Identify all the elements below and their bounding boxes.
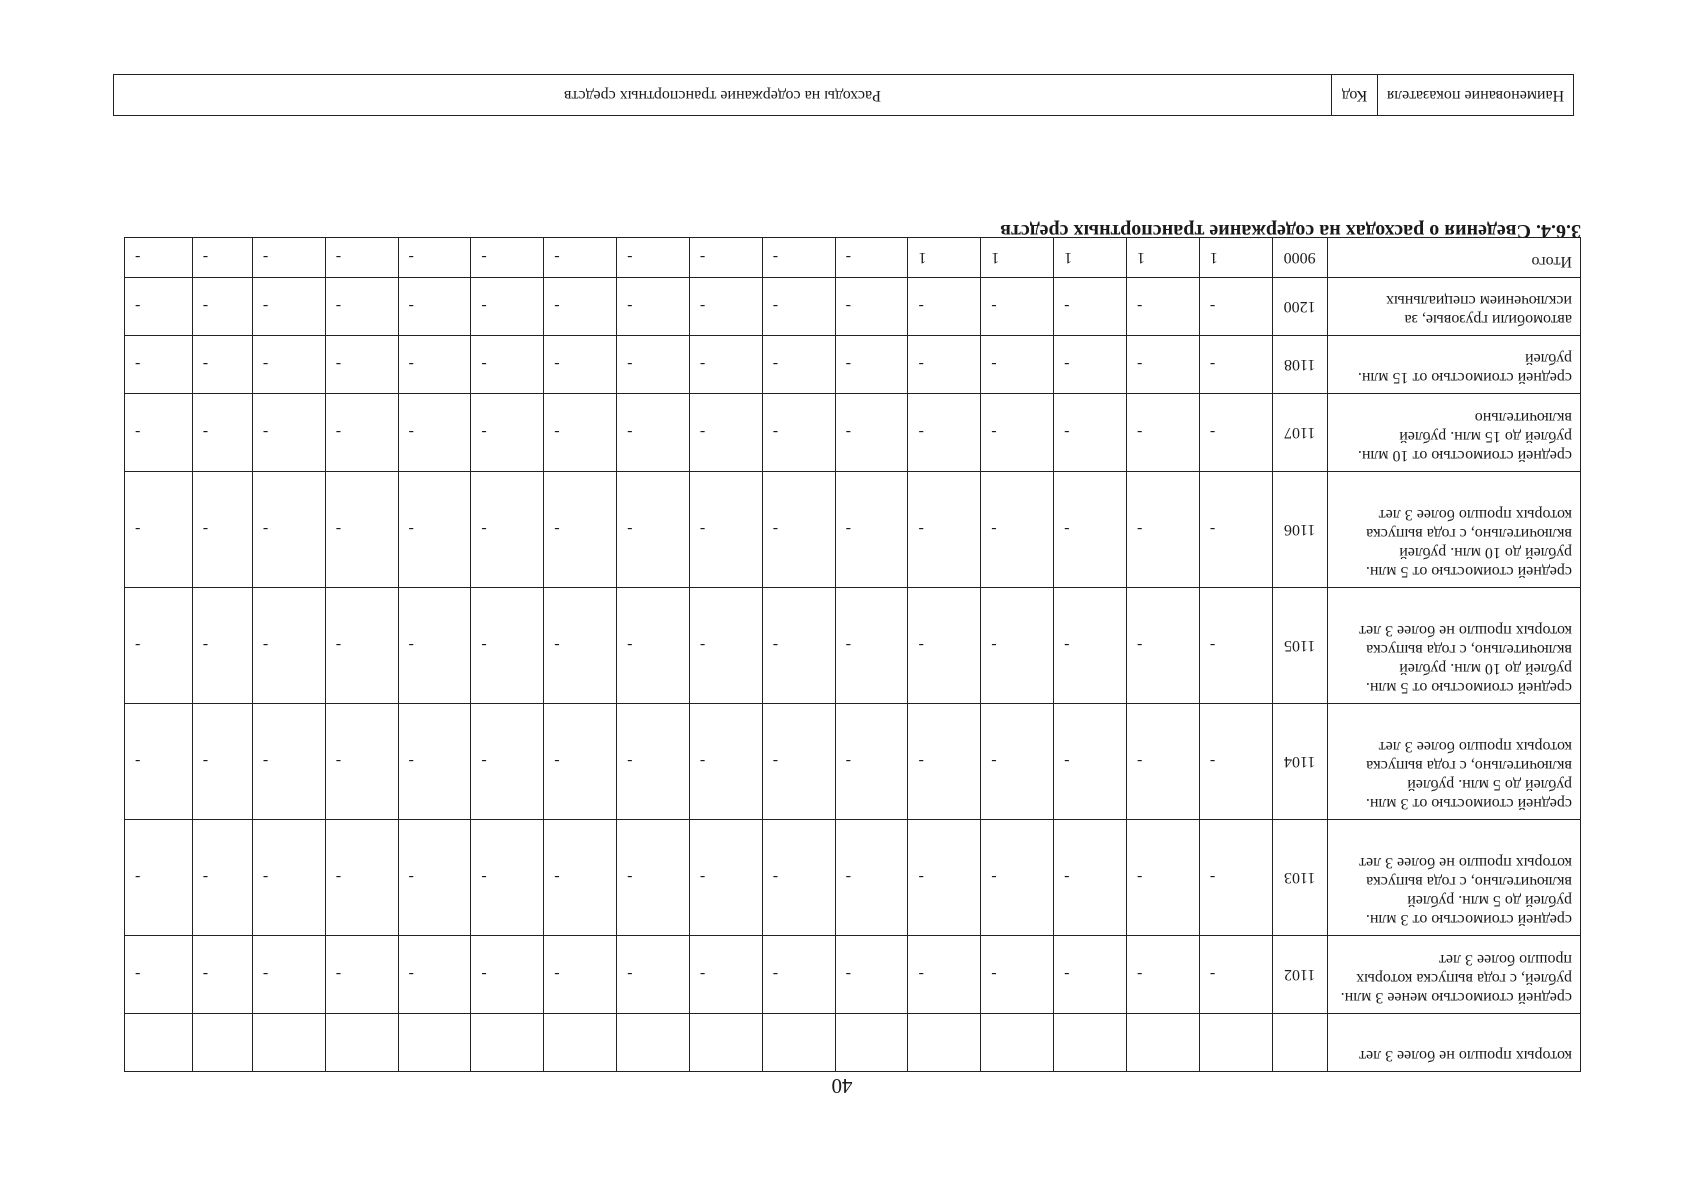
value-cell: -	[617, 472, 690, 588]
value-cell: -	[981, 936, 1054, 1014]
value-cell: -	[192, 588, 252, 704]
value-cell: -	[981, 704, 1054, 820]
value-cell	[617, 1014, 690, 1072]
value-cell: -	[125, 472, 193, 588]
row-code	[1272, 1014, 1327, 1072]
value-cell: -	[1127, 394, 1200, 472]
value-cell: -	[471, 238, 544, 278]
value-cell: -	[544, 936, 617, 1014]
value-cell: -	[471, 588, 544, 704]
value-cell: -	[1127, 936, 1200, 1014]
row-code: 1107	[1272, 394, 1327, 472]
row-marker: -	[1199, 820, 1272, 936]
value-cell: -	[192, 820, 252, 936]
page-number: 40	[831, 1074, 853, 1098]
value-cell: -	[689, 588, 762, 704]
value-cell: -	[471, 472, 544, 588]
value-cell: -	[325, 394, 398, 472]
value-cell: -	[689, 820, 762, 936]
row-marker: -	[1199, 588, 1272, 704]
value-cell: -	[125, 336, 193, 394]
value-cell: -	[617, 936, 690, 1014]
value-cell: -	[689, 704, 762, 820]
row-marker: 1	[1199, 238, 1272, 278]
value-cell	[125, 1014, 193, 1072]
row-marker: -	[1199, 278, 1272, 336]
value-cell: -	[762, 704, 835, 820]
table-row	[125, 336, 1581, 394]
value-cell: -	[471, 394, 544, 472]
row-name: средней стоимостью от 10 млн. рублей до 15 млн. рублей включительно	[1327, 394, 1580, 472]
value-cell: -	[325, 936, 398, 1014]
row-marker: -	[1199, 704, 1272, 820]
value-cell: -	[762, 238, 835, 278]
value-cell	[1127, 1014, 1200, 1072]
value-cell: -	[398, 278, 471, 336]
value-cell: -	[1127, 472, 1200, 588]
value-cell: -	[1127, 336, 1200, 394]
code-header: Код	[1332, 75, 1378, 116]
value-cell: -	[192, 238, 252, 278]
header-row	[114, 75, 1574, 116]
table-body	[125, 238, 1581, 1072]
value-cell: -	[617, 336, 690, 394]
value-cell: -	[471, 820, 544, 936]
value-cell: -	[192, 336, 252, 394]
value-cell: -	[544, 588, 617, 704]
row-code: 1103	[1272, 820, 1327, 936]
value-cell: -	[544, 394, 617, 472]
row-name: средней стоимостью от 5 млн. рублей до 10 млн. рублей включительно, с года выпуска которых прошло более 3 лет	[1327, 472, 1580, 588]
value-cell: -	[689, 238, 762, 278]
table-row	[125, 238, 1581, 278]
value-cell: -	[544, 336, 617, 394]
value-cell: -	[1127, 820, 1200, 936]
row-name: которых прошло не более 3 лет	[1327, 1014, 1580, 1072]
value-cell: -	[192, 936, 252, 1014]
value-cell	[689, 1014, 762, 1072]
value-cell: -	[544, 820, 617, 936]
value-cell: -	[252, 394, 325, 472]
row-code: 1102	[1272, 936, 1327, 1014]
value-cell: -	[471, 936, 544, 1014]
value-cell: -	[908, 704, 981, 820]
value-cell: -	[835, 238, 908, 278]
value-cell: -	[762, 472, 835, 588]
value-cell: -	[981, 278, 1054, 336]
table-row	[125, 820, 1581, 936]
value-cell: -	[1127, 278, 1200, 336]
value-cell: -	[398, 820, 471, 936]
row-name: средней стоимостью от 15 млн. рублей	[1327, 336, 1580, 394]
value-cell: -	[325, 820, 398, 936]
value-cell: -	[689, 336, 762, 394]
value-cell: -	[544, 238, 617, 278]
value-cell: -	[1054, 278, 1127, 336]
value-cell: -	[1054, 394, 1127, 472]
value-cell: -	[544, 278, 617, 336]
value-cell: -	[125, 704, 193, 820]
value-cell: -	[1054, 704, 1127, 820]
value-cell: -	[981, 588, 1054, 704]
value-cell: -	[1127, 704, 1200, 820]
value-cell: -	[908, 588, 981, 704]
value-cell	[981, 1014, 1054, 1072]
value-cell: -	[835, 336, 908, 394]
table-row	[125, 1014, 1581, 1072]
table-row	[125, 394, 1581, 472]
value-cell: -	[192, 278, 252, 336]
value-cell: -	[252, 336, 325, 394]
value-cell: -	[192, 704, 252, 820]
value-cell: -	[325, 704, 398, 820]
table-row	[125, 588, 1581, 704]
value-cell: -	[125, 278, 193, 336]
row-marker	[1199, 1014, 1272, 1072]
value-cell: -	[908, 820, 981, 936]
value-cell: -	[252, 588, 325, 704]
value-cell: -	[1054, 472, 1127, 588]
row-name: средней стоимостью от 5 млн. рублей до 10 млн. рублей включительно, с года выпуска которых прошло не более 3 лет	[1327, 588, 1580, 704]
value-cell: -	[125, 820, 193, 936]
row-name: автомобили грузовые, за исключением специальных	[1327, 278, 1580, 336]
value-cell: -	[762, 820, 835, 936]
value-cell: 1	[908, 238, 981, 278]
value-cell	[471, 1014, 544, 1072]
value-cell: -	[398, 238, 471, 278]
value-cell: -	[398, 588, 471, 704]
value-cell: -	[981, 820, 1054, 936]
value-cell	[325, 1014, 398, 1072]
value-cell: -	[908, 472, 981, 588]
value-cell: -	[908, 278, 981, 336]
value-cell: -	[908, 936, 981, 1014]
value-cell: -	[762, 936, 835, 1014]
value-cell: -	[762, 588, 835, 704]
value-cell: -	[1054, 588, 1127, 704]
row-marker: -	[1199, 472, 1272, 588]
value-cell: -	[471, 278, 544, 336]
value-cell: -	[325, 238, 398, 278]
value-cell: -	[544, 704, 617, 820]
value-cell: -	[325, 472, 398, 588]
value-cell	[252, 1014, 325, 1072]
value-cell: -	[398, 704, 471, 820]
value-cell: -	[252, 238, 325, 278]
row-marker: -	[1199, 394, 1272, 472]
value-cell: -	[762, 278, 835, 336]
value-cell: 1	[1127, 238, 1200, 278]
value-cell: -	[192, 472, 252, 588]
row-code: 1108	[1272, 336, 1327, 394]
row-code: 1104	[1272, 704, 1327, 820]
indicator-header-table	[113, 74, 1574, 116]
value-cell: -	[252, 936, 325, 1014]
value-cell: -	[252, 278, 325, 336]
value-cell: -	[981, 472, 1054, 588]
value-cell: -	[252, 704, 325, 820]
row-marker: -	[1199, 936, 1272, 1014]
value-cell: -	[981, 394, 1054, 472]
expenses-header: Расходы на содержание транспортных средств	[114, 75, 1332, 116]
row-name: средней стоимостью от 3 млн. рублей до 5 млн. рублей включительно, с года выпуска которых прошло не более 3 лет	[1327, 820, 1580, 936]
value-cell: -	[192, 394, 252, 472]
value-cell	[192, 1014, 252, 1072]
value-cell: -	[1127, 588, 1200, 704]
value-cell	[908, 1014, 981, 1072]
value-cell	[762, 1014, 835, 1072]
table-row	[125, 278, 1581, 336]
value-cell: -	[617, 820, 690, 936]
value-cell: -	[398, 336, 471, 394]
value-cell: -	[908, 336, 981, 394]
value-cell: -	[398, 472, 471, 588]
value-cell: -	[617, 394, 690, 472]
value-cell: 1	[1054, 238, 1127, 278]
row-code: 1106	[1272, 472, 1327, 588]
value-cell: -	[471, 704, 544, 820]
value-cell	[1054, 1014, 1127, 1072]
value-cell: 1	[981, 238, 1054, 278]
value-cell: -	[617, 238, 690, 278]
section-title: 3.6.4. Сведения о расходах на содержание транспортных средств	[1000, 220, 1581, 242]
value-cell: -	[1054, 820, 1127, 936]
table-row	[125, 704, 1581, 820]
row-code: 1200	[1272, 278, 1327, 336]
value-cell: -	[689, 278, 762, 336]
value-cell: -	[125, 238, 193, 278]
table-row	[125, 472, 1581, 588]
value-cell: -	[835, 472, 908, 588]
value-cell	[544, 1014, 617, 1072]
value-cell: -	[252, 820, 325, 936]
value-cell	[835, 1014, 908, 1072]
value-cell: -	[398, 394, 471, 472]
row-code: 9000	[1272, 238, 1327, 278]
value-cell: -	[835, 704, 908, 820]
value-cell: -	[325, 588, 398, 704]
value-cell: -	[617, 278, 690, 336]
value-cell: -	[125, 936, 193, 1014]
value-cell: -	[617, 588, 690, 704]
table-row	[125, 936, 1581, 1014]
value-cell: -	[835, 936, 908, 1014]
value-cell: -	[544, 472, 617, 588]
row-name: средней стоимостью менее 3 млн. рублей, с года выпуска которых прошло более 3 лет	[1327, 936, 1580, 1014]
value-cell: -	[981, 336, 1054, 394]
value-cell: -	[125, 588, 193, 704]
value-cell: -	[1054, 936, 1127, 1014]
row-name: средней стоимостью от 3 млн. рублей до 5 млн. рублей включительно, с года выпуска которых прошло более 3 лет	[1327, 704, 1580, 820]
value-cell: -	[398, 936, 471, 1014]
value-cell: -	[835, 820, 908, 936]
row-code: 1105	[1272, 588, 1327, 704]
value-cell: -	[908, 394, 981, 472]
value-cell: -	[325, 336, 398, 394]
indicator-name-header: Наименование показателя	[1378, 75, 1574, 116]
value-cell: -	[835, 588, 908, 704]
row-marker: -	[1199, 336, 1272, 394]
value-cell: -	[1054, 336, 1127, 394]
value-cell: -	[471, 336, 544, 394]
row-name: Итого	[1327, 238, 1580, 278]
value-cell: -	[689, 394, 762, 472]
value-cell: -	[835, 394, 908, 472]
value-cell: -	[835, 278, 908, 336]
value-cell: -	[762, 336, 835, 394]
value-cell: -	[325, 278, 398, 336]
value-cell: -	[689, 936, 762, 1014]
value-cell: -	[617, 704, 690, 820]
expenses-table	[124, 237, 1581, 1072]
value-cell: -	[125, 394, 193, 472]
value-cell: -	[689, 472, 762, 588]
value-cell: -	[762, 394, 835, 472]
value-cell	[398, 1014, 471, 1072]
value-cell: -	[252, 472, 325, 588]
